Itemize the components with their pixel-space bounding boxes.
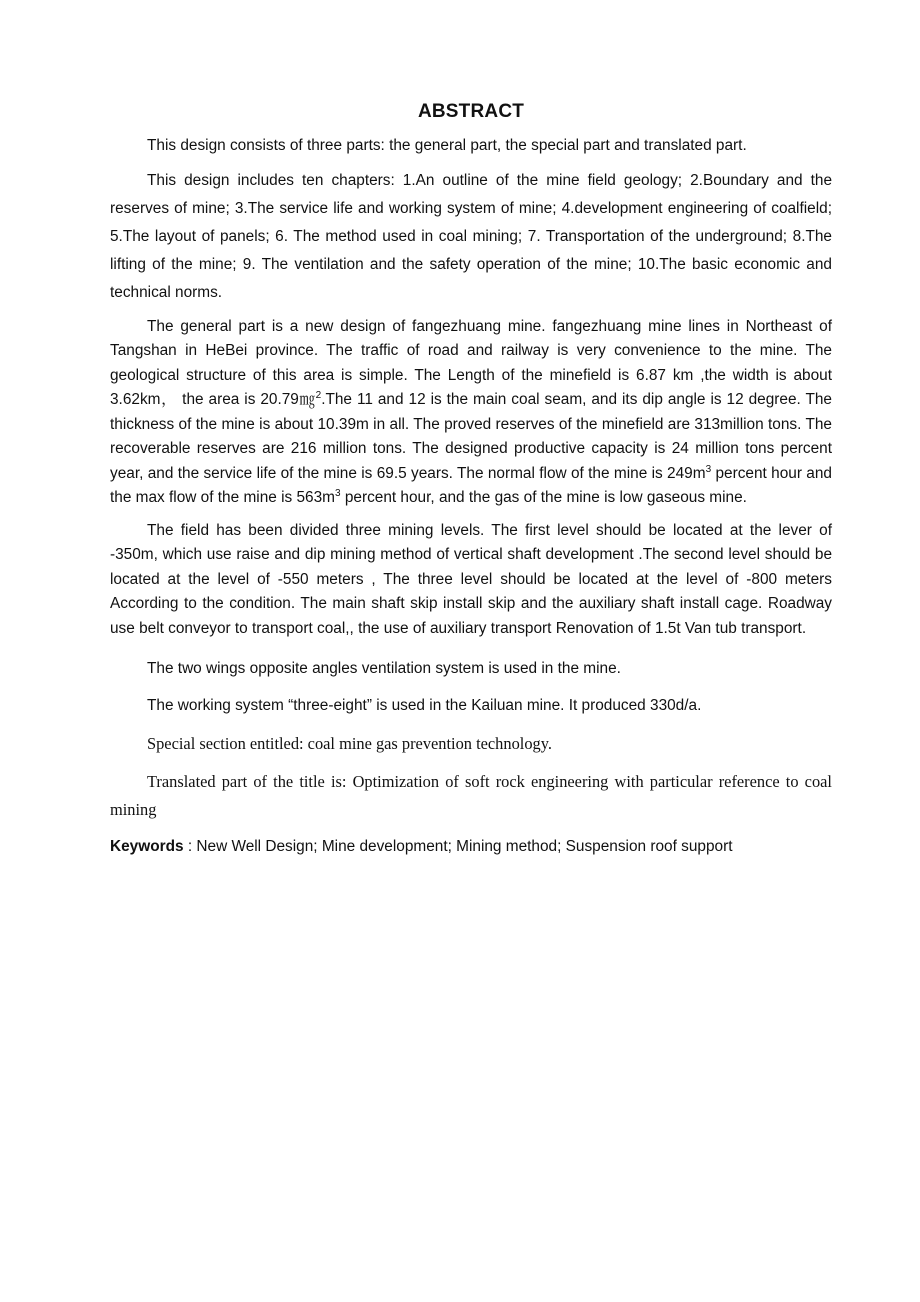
general-part-text-1: The general part is a new design of fangezhuang mine. fangezhuang mine lines in Northeast of Tangshan in HeBei province. The traffic of road and railway is very convenience to the mine. The geological structure of this area is simple. The Length of the minefield is 6.87 km ,the width is about 3.62km， the area is 20.79㎎ xyxy=(110,317,832,408)
paragraph-translated-part: Translated part of the title is: Optimization of soft rock engineering with particular reference to coal mining xyxy=(110,772,832,819)
general-part-text-3: percent hour and the max flow of the mine is 563m xyxy=(110,464,832,506)
paragraph-special-section: Special section entitled: coal mine gas prevention technology. xyxy=(147,734,552,753)
general-part-text-2: .The 11 and 12 is the main coal seam, and its dip angle is 12 degree. The thickness of the mine is about 10.39m in all. The proved reserves of the minefield are 313million tons. The recoverable reserves are 216 million tons. The designed productive capacity is 24 million tons percent year, and the service life of the mine is 69.5 years. The normal flow of the mine is 249m xyxy=(110,391,832,482)
superscript-area-unit: 2 xyxy=(315,389,322,401)
superscript-normal-flow-unit: 3 xyxy=(705,463,712,475)
superscript-max-flow-unit: 3 xyxy=(334,487,341,499)
abstract-page xyxy=(110,98,832,860)
paragraph-mining-levels: The field has been divided three mining levels. The first level should be located at the lever of -350m, which use raise and dip mining method of vertical shaft development .The second level should be located at the level of -550 meters , The three level should be located at the level of -800 meters According to the condition. The main shaft skip install skip and the auxiliary shaft install cage. Roadway use belt conveyor to transport coal,, the use of auxiliary transport Renovation of 1.5t Van tub transport. xyxy=(110,521,832,637)
paragraph-working-system: The working system “three-eight” is used in the Kailuan mine. It produced 330d/a. xyxy=(147,696,702,714)
paragraph-overview: This design consists of three parts: the general part, the special part and translated part. xyxy=(147,137,747,154)
paragraph-general-part xyxy=(110,315,832,511)
keywords-label: Keywords xyxy=(110,838,184,855)
keywords-line xyxy=(110,834,832,860)
paragraph-ventilation: The two wings opposite angles ventilation system is used in the mine. xyxy=(147,660,621,677)
paragraph-chapters: This design includes ten chapters: 1.An outline of the mine field geology; 2.Boundary and the reserves of mine; 3.The service life and working system of mine; 4.development engineering of coalfield; 5.The layout of panels; 6. The method used in coal mining; 7. Transportation of the underground; 8.The lifting of the mine; 9. The ventilation and the safety operation of the mine; 10.The basic economic and technical norms. xyxy=(110,171,832,301)
keywords-text: : New Well Design; Mine development; Mining method; Suspension roof support xyxy=(183,838,733,855)
page-title: ABSTRACT xyxy=(417,101,525,122)
general-part-text-4: percent hour, and the gas of the mine is low gaseous mine. xyxy=(340,489,747,506)
